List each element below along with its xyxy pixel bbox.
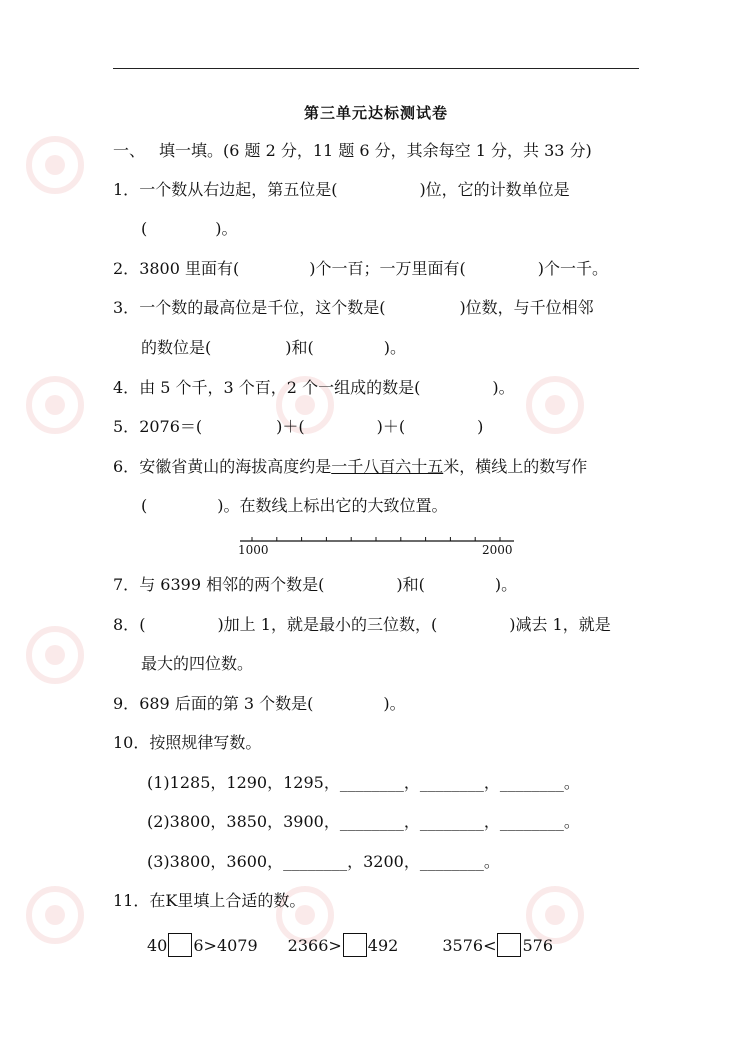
question-1-cont xyxy=(141,219,238,239)
question-text: 与 6399 相邻的两个数是( xyxy=(139,575,325,594)
answer-box[interactable] xyxy=(168,933,192,957)
question-text: 安徽省黄山的海拔高度约是 xyxy=(139,457,332,476)
question-11-expressions xyxy=(147,933,553,957)
number-line-end-label: 2000 xyxy=(482,543,513,557)
question-text: 689 后面的第 3 个数是( xyxy=(139,694,314,713)
number-line-start-label: 1000 xyxy=(238,543,269,557)
question-10-sub-1: (1)1285，1290，1295，________，________，________。 xyxy=(147,773,580,792)
question-text: 3800 里面有( xyxy=(139,259,240,278)
question-text: 一个数从右边起，第五位是( xyxy=(139,180,338,199)
expression-text: 492 xyxy=(367,936,399,955)
question-text: )＋( xyxy=(376,417,406,436)
expression-text: 40 xyxy=(147,936,168,955)
question-number: 11． xyxy=(113,891,150,910)
section-label: 一、 xyxy=(113,141,146,160)
expression-text: 3576< xyxy=(442,936,497,955)
section-text: 填一填。(6 题 2 分，11 题 6 分，其余每空 1 分，共 33 分) xyxy=(159,141,592,160)
question-4 xyxy=(113,378,515,398)
question-text: ( xyxy=(139,615,146,634)
number-line[interactable] xyxy=(238,536,518,562)
question-number: 2． xyxy=(113,259,140,278)
question-text: )加上 1，就是最小的三位数，( xyxy=(217,615,438,634)
question-text: )个一百；一万里面有( xyxy=(309,259,466,278)
question-text: )和( xyxy=(396,575,425,594)
question-number: 8． xyxy=(113,615,140,634)
question-5 xyxy=(113,417,483,437)
question-text: 的数位是( xyxy=(141,338,212,357)
underlined-number-words: 一千八百六十五 xyxy=(331,457,444,476)
expression-text: 6>4079 xyxy=(193,936,258,955)
watermark-icon xyxy=(20,620,90,690)
question-11 xyxy=(113,891,305,911)
question-text: ( xyxy=(141,219,148,238)
question-text: )个一千。 xyxy=(537,259,608,278)
question-text: )减去 1，就是 xyxy=(509,615,611,634)
question-text: )位，它的计数单位是 xyxy=(419,180,570,199)
answer-box[interactable] xyxy=(497,933,521,957)
question-8 xyxy=(113,615,611,635)
header-rule xyxy=(113,68,639,69)
question-7 xyxy=(113,575,517,595)
page-title: 第三单元达标测试卷 xyxy=(303,104,448,122)
question-9 xyxy=(113,694,406,714)
watermark-icon xyxy=(20,880,90,950)
question-text: 米，横线上的数写作 xyxy=(443,457,588,476)
question-text: )。 xyxy=(383,694,406,713)
question-10 xyxy=(113,733,261,753)
expression-text: 576 xyxy=(522,936,554,955)
question-text: )位数，与千位相邻 xyxy=(459,298,594,317)
question-text: 一个数的最高位是千位，这个数是( xyxy=(139,298,386,317)
expression-text: 2366> xyxy=(287,936,342,955)
question-text: )和( xyxy=(285,338,314,357)
question-3-cont xyxy=(141,338,406,358)
question-6-cont xyxy=(141,496,448,516)
question-text: )。在数线上标出它的大致位置。 xyxy=(217,496,448,515)
question-number: 6． xyxy=(113,457,140,476)
question-10-sub-2: (2)3800，3850，3900，________，________，________。 xyxy=(147,812,580,831)
question-number: 4． xyxy=(113,378,140,397)
question-number: 9． xyxy=(113,694,140,713)
question-text: 最大的四位数。 xyxy=(141,654,254,673)
question-text: ( xyxy=(141,496,148,515)
question-number: 5． xyxy=(113,417,140,436)
watermark-icon xyxy=(520,370,590,440)
question-8-cont xyxy=(141,654,253,674)
question-text: ) xyxy=(477,417,484,436)
question-text: 在K里填上合适的数。 xyxy=(149,891,306,910)
question-text: )。 xyxy=(383,338,406,357)
question-1 xyxy=(113,180,570,200)
question-text: )。 xyxy=(494,575,518,594)
question-text: 按照规律写数。 xyxy=(149,733,262,752)
watermark-icon xyxy=(20,130,90,200)
question-text: )。 xyxy=(215,219,238,238)
watermark-icon xyxy=(20,370,90,440)
question-10-sub-3: (3)3800，3600，________，3200，________。 xyxy=(147,852,500,871)
question-number: 10． xyxy=(113,733,150,752)
question-text: )。 xyxy=(492,378,515,397)
question-3 xyxy=(113,298,594,318)
answer-box[interactable] xyxy=(343,933,367,957)
section-heading xyxy=(113,141,592,161)
question-6 xyxy=(113,457,587,477)
question-number: 3． xyxy=(113,298,140,317)
question-text: )＋( xyxy=(276,417,305,436)
question-number: 7． xyxy=(113,575,140,594)
question-number: 1． xyxy=(113,180,140,199)
question-text: 由 5 个千，3 个百，2 个一组成的数是( xyxy=(139,378,421,397)
question-2 xyxy=(113,259,608,279)
question-text: 2076＝( xyxy=(139,417,203,436)
